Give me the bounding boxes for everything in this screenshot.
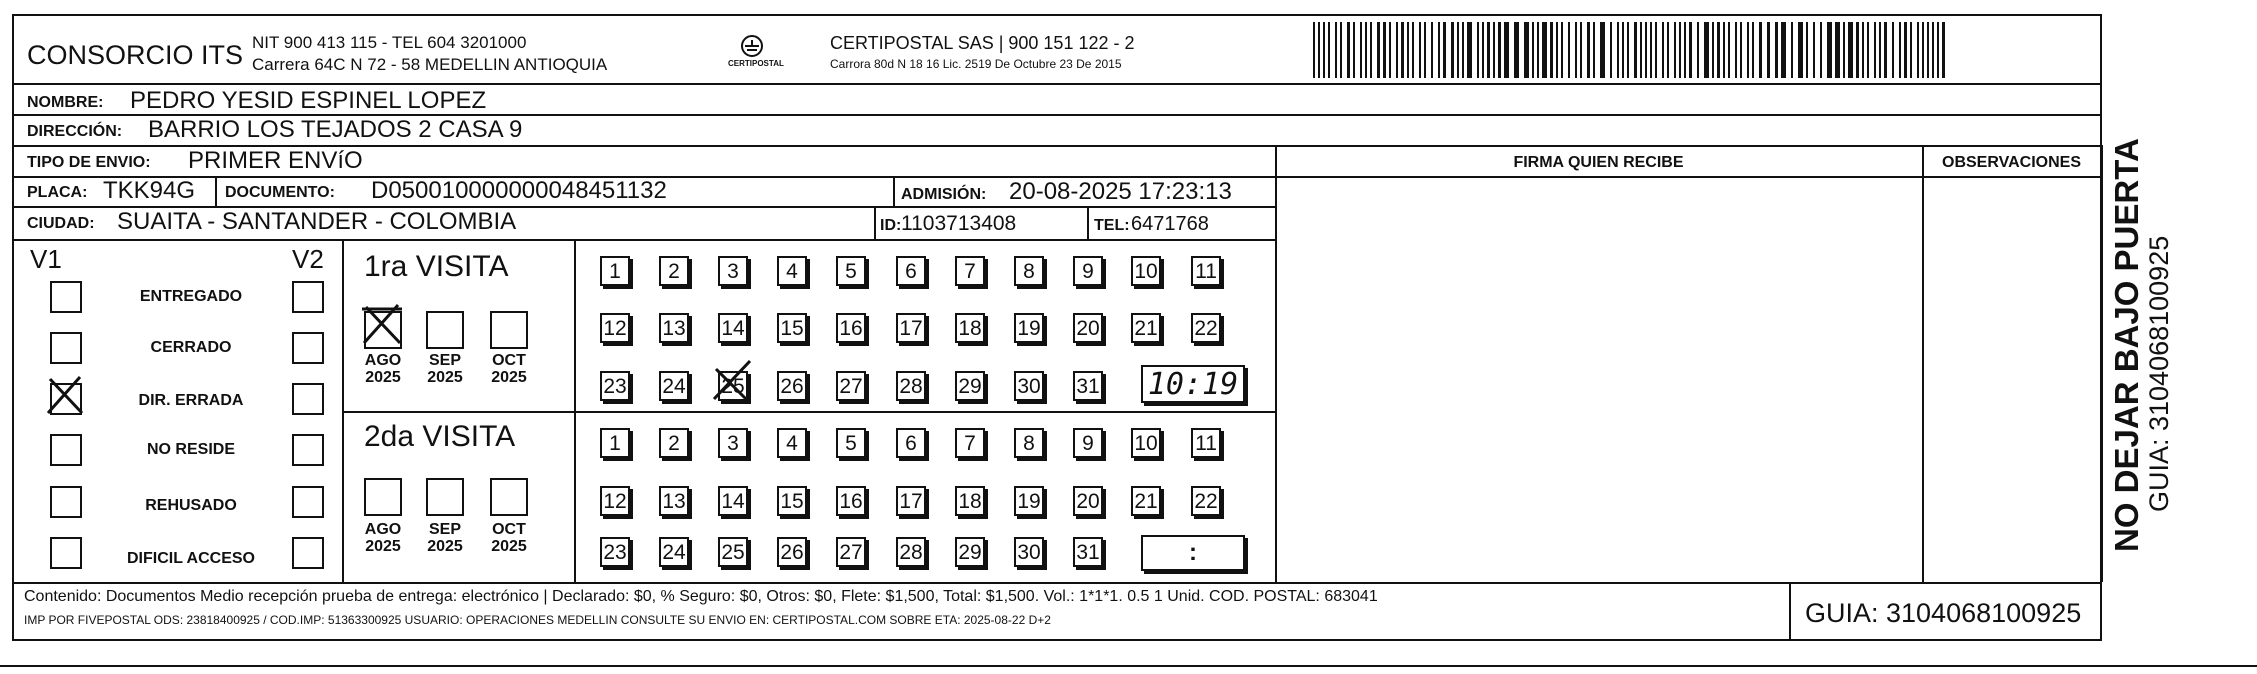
visit-2-day-box[interactable]: 16 <box>836 486 866 516</box>
v2-checkbox-dir-errada[interactable] <box>292 383 324 415</box>
certipostal-line: CERTIPOSTAL SAS | 900 151 122 - 2 <box>830 33 1135 53</box>
address-line: Carrera 64C N 72 - 58 MEDELLIN ANTIOQUIA <box>252 55 608 74</box>
visit-2-day-box[interactable]: 15 <box>777 486 807 516</box>
visit-1-day-box[interactable]: 19 <box>1014 313 1044 343</box>
visit-1-day-box[interactable]: 18 <box>955 313 985 343</box>
nombre-label: NOMBRE: <box>27 94 104 111</box>
visit-1-day-box[interactable]: 15 <box>777 313 807 343</box>
visit-2-day-box[interactable]: 21 <box>1131 486 1161 516</box>
placa-label: PLACA: <box>27 184 88 201</box>
status-label-cerrado: CERRADO <box>150 339 232 356</box>
visit-1-day-box[interactable]: 27 <box>836 371 866 401</box>
v1-checkbox-dificil-acceso[interactable] <box>50 537 82 569</box>
nit-line: NIT 900 413 115 - TEL 604 3201000 <box>252 33 527 52</box>
side-no-dejar: NO DEJAR BAJO PUERTA <box>2108 138 2145 552</box>
visit-2-month-sep-box[interactable] <box>426 478 464 516</box>
check-mark-icon <box>718 367 748 397</box>
visit-2-day-box[interactable]: 22 <box>1191 486 1221 516</box>
footer-content-line: Contenido: Documentos Medio recepción prueba de entrega: electrónico | Declarado: $0, % Seguro: $0, Otros: $0, Flete: $1,500, Total: $1,500. Vol.: 1*1*1. 0.5 1 Unid. COD. POSTAL: 683041 <box>24 588 1378 605</box>
visit-2-day-box[interactable]: 6 <box>896 428 926 458</box>
tipo-envio-value: PRIMER ENVíO <box>188 147 363 174</box>
documento-label: DOCUMENTO: <box>225 184 335 201</box>
visit-1-month-ago-box[interactable] <box>364 311 402 349</box>
visit-1-day-box[interactable]: 24 <box>659 371 689 401</box>
observaciones-header: OBSERVACIONES <box>1942 154 2081 171</box>
visit-2-day-box[interactable]: 29 <box>955 537 985 567</box>
id-value: 1103713408 <box>901 212 1017 235</box>
visit-1-time-box[interactable] <box>1141 365 1245 403</box>
check-mark-icon <box>48 379 80 411</box>
visit-2-month-sep-label: SEP 2025 <box>427 521 463 555</box>
visit-2-day-box[interactable]: 27 <box>836 537 866 567</box>
v1-checkbox-entregado[interactable] <box>50 281 82 313</box>
visit-1-day-box[interactable]: 31 <box>1073 371 1103 401</box>
visit-2-title: 2da VISITA <box>364 420 516 453</box>
visit-2-day-box[interactable]: 30 <box>1014 537 1044 567</box>
direccion-value: BARRIO LOS TEJADOS 2 CASA 9 <box>148 116 523 143</box>
visit-2-day-box[interactable]: 4 <box>777 428 807 458</box>
visit-1-day-box[interactable]: 6 <box>896 256 926 286</box>
visit-2-day-box[interactable]: 24 <box>659 537 689 567</box>
visit-2-time-value: : <box>1189 539 1197 566</box>
visit-2-day-box[interactable]: 3 <box>718 428 748 458</box>
visit-1-day-box[interactable]: 13 <box>659 313 689 343</box>
v1-checkbox-no-reside[interactable] <box>50 434 82 466</box>
status-label-entregado: ENTREGADO <box>139 288 243 305</box>
v1-label: V1 <box>30 244 62 274</box>
visit-2-day-box[interactable]: 28 <box>896 537 926 567</box>
visit-2-day-box[interactable]: 10 <box>1131 428 1161 458</box>
id-label: ID: <box>880 217 902 234</box>
visit-2-day-box[interactable]: 31 <box>1073 537 1103 567</box>
visit-2-day-box[interactable]: 1 <box>600 428 630 458</box>
v1-checkbox-dir-errada[interactable] <box>50 383 82 415</box>
tipo-envio-label: TIPO DE ENVIO: <box>27 154 151 171</box>
visit-1-day-box[interactable]: 21 <box>1131 313 1161 343</box>
direccion-label: DIRECCIÓN: <box>27 123 123 140</box>
visit-1-day-box[interactable]: 29 <box>955 371 985 401</box>
visit-2-day-box[interactable]: 8 <box>1014 428 1044 458</box>
company-name: CONSORCIO ITS <box>27 40 244 70</box>
visit-1-month-sep-label: SEP 2025 <box>427 352 463 386</box>
status-label-dir-errada: DIR. ERRADA <box>138 392 244 409</box>
visit-1-day-box[interactable]: 25 <box>718 371 748 401</box>
check-mark-icon <box>362 305 400 343</box>
visit-1-month-ago-label: AGO 2025 <box>364 352 402 386</box>
visit-1-day-box[interactable]: 12 <box>600 313 630 343</box>
visit-1-title: 1ra VISITA <box>364 250 509 283</box>
visit-1-day-box[interactable]: 4 <box>777 256 807 286</box>
visit-2-day-box[interactable]: 7 <box>955 428 985 458</box>
visit-2-day-box[interactable]: 20 <box>1073 486 1103 516</box>
visit-2-time-box[interactable] <box>1141 535 1245 571</box>
visit-2-day-box[interactable]: 19 <box>1014 486 1044 516</box>
documento-value: D050010000000048451132 <box>371 177 667 204</box>
ciudad-label: CIUDAD: <box>27 215 95 232</box>
visit-1-month-oct-label: OCT 2025 <box>491 352 527 386</box>
nombre-value: PEDRO YESID ESPINEL LOPEZ <box>130 87 487 114</box>
visit-1-day-box[interactable]: 2 <box>659 256 689 286</box>
visit-1-day-box[interactable]: 5 <box>836 256 866 286</box>
visit-2-day-box[interactable]: 2 <box>659 428 689 458</box>
v2-checkbox-rehusado[interactable] <box>292 486 324 518</box>
visit-2-month-ago-label: AGO 2025 <box>364 521 402 555</box>
visit-1-day-box[interactable]: 16 <box>836 313 866 343</box>
visit-1-day-box[interactable]: 28 <box>896 371 926 401</box>
visit-1-day-box[interactable]: 3 <box>718 256 748 286</box>
visit-2-day-box[interactable]: 26 <box>777 537 807 567</box>
visit-1-day-box[interactable]: 9 <box>1073 256 1103 286</box>
admision-value: 20-08-2025 17:23:13 <box>1009 178 1232 205</box>
v2-label: V2 <box>292 244 324 274</box>
visit-2-day-box[interactable]: 12 <box>600 486 630 516</box>
visit-2-month-ago-box[interactable] <box>364 478 402 516</box>
visit-2-day-box[interactable]: 14 <box>718 486 748 516</box>
visit-1-day-box[interactable]: 7 <box>955 256 985 286</box>
footer-imp-line: IMP POR FIVEPOSTAL ODS: 23818400925 / COD.IMP: 51363300925 USUARIO: OPERACIONES MEDELLIN CONSULTE SU ENVIO EN: CERTIPOSTAL.COM SOBRE ETA: 2025-08-22 D+2 <box>24 613 1051 627</box>
visit-2-month-oct-label: OCT 2025 <box>491 521 527 555</box>
side-text <box>2110 90 2180 560</box>
visit-1-day-box[interactable]: 30 <box>1014 371 1044 401</box>
v1-checkbox-cerrado[interactable] <box>50 332 82 364</box>
visit-1-day-box[interactable]: 11 <box>1191 256 1221 286</box>
certipostal-license: Carrora 80d N 18 16 Lic. 2519 De Octubre 23 De 2015 <box>830 57 1122 71</box>
status-label-rehusado: REHUSADO <box>145 497 237 514</box>
logo-text: CERTIPOSTAL <box>728 59 784 68</box>
barcode <box>1313 22 1949 78</box>
admision-label: ADMISIÓN: <box>901 186 987 203</box>
visit-2-day-box[interactable]: 9 <box>1073 428 1103 458</box>
side-guia: GUIA: 3104068100925 <box>2144 235 2174 512</box>
v1-checkbox-rehusado[interactable] <box>50 486 82 518</box>
visit-2-day-box[interactable]: 23 <box>600 537 630 567</box>
visit-2-day-box[interactable]: 13 <box>659 486 689 516</box>
firma-header: FIRMA QUIEN RECIBE <box>1513 154 1684 171</box>
visit-1-month-oct-box[interactable] <box>490 311 528 349</box>
tel-label: TEL: <box>1094 217 1130 234</box>
visit-1-day-box[interactable]: 10 <box>1131 256 1161 286</box>
visit-1-month-sep-box[interactable] <box>426 311 464 349</box>
visit-2-day-box[interactable]: 17 <box>896 486 926 516</box>
visit-2-day-box[interactable]: 5 <box>836 428 866 458</box>
visit-1-day-box[interactable]: 1 <box>600 256 630 286</box>
v2-checkbox-entregado[interactable] <box>292 281 324 313</box>
visit-1-day-box[interactable]: 23 <box>600 371 630 401</box>
visit-1-day-box[interactable]: 8 <box>1014 256 1044 286</box>
visit-1-day-box[interactable]: 20 <box>1073 313 1103 343</box>
ciudad-value: SUAITA - SANTANDER - COLOMBIA <box>117 208 517 235</box>
footer-guia: GUIA: 3104068100925 <box>1805 598 2082 628</box>
v2-checkbox-dificil-acceso[interactable] <box>292 537 324 569</box>
visit-1-time-value: 10:19 <box>1147 367 1239 402</box>
visit-1-day-box[interactable]: 17 <box>896 313 926 343</box>
visit-1-day-box[interactable]: 22 <box>1191 313 1221 343</box>
placa-value: TKK94G <box>103 177 196 204</box>
visit-2-day-box[interactable]: 18 <box>955 486 985 516</box>
visit-2-day-box[interactable]: 11 <box>1191 428 1221 458</box>
visit-2-day-box[interactable]: 25 <box>718 537 748 567</box>
status-label-no-reside: NO RESIDE <box>146 441 235 458</box>
v2-checkbox-cerrado[interactable] <box>292 332 324 364</box>
visit-1-day-box[interactable]: 26 <box>777 371 807 401</box>
tel-value: 6471768 <box>1131 213 1209 235</box>
visit-2-month-oct-box[interactable] <box>490 478 528 516</box>
status-label-dificil-acceso: DIFICIL ACCESO <box>126 550 255 567</box>
v2-checkbox-no-reside[interactable] <box>292 434 324 466</box>
visit-1-day-box[interactable]: 14 <box>718 313 748 343</box>
